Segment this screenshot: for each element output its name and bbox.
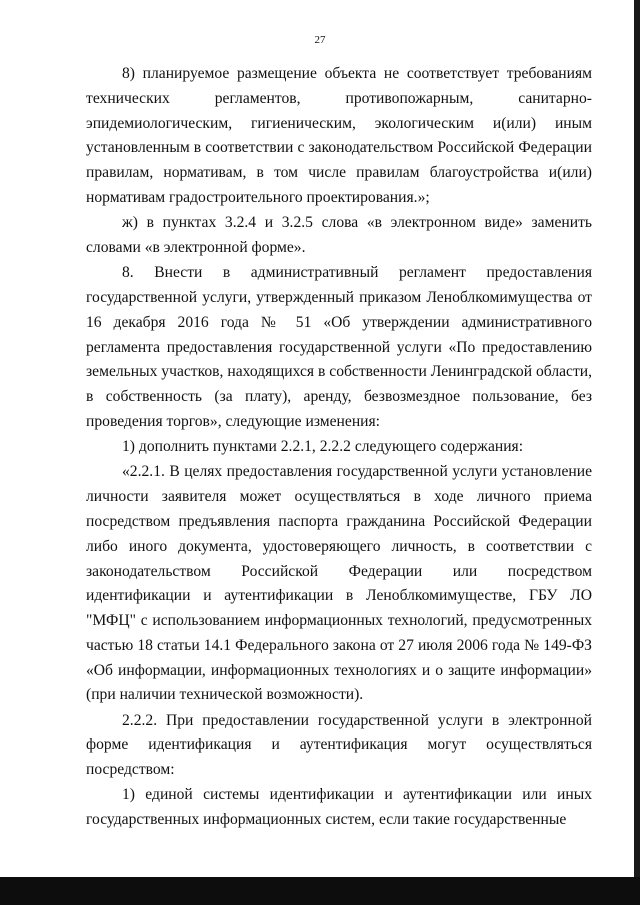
paragraph-clause-2-2-1: «2.2.1. В целях предоставления государственной услуги установление личности заявителя может осуществляться в ходе личного приема посредством предъявления паспорта гражданина Российской Федерации либо иного документа, удостоверяющего личность, в соответствии с законодательством Российской Федерации или посредством идентификации и аутентификации в Леноблкомимуществе, ГБУ ЛО "МФЦ" с использованием информационных технологий, предусмотренных частью 18 статьи 14.1 Федерального закона от 27 июля 2006 года № 149-ФЗ «Об информации, информационных технологиях и о защите информации» (при наличии технической возможности). [86, 463, 592, 704]
paragraph-item-8-amendment: 8. Внести в административный регламент предоставления государственной услуги, утвержденный приказом Леноблкомимущества от 16 декабря 2016 года № 51 «Об утверждении административного регламента предоставления государственной услуги «По предоставлению земельных участков, находящихся в собственности Ленинградской области, в собственность (за плату), аренду, безвозмездное пользование, без проведения торгов», следующие изменения: [86, 264, 592, 430]
scan-edge-bottom [0, 877, 640, 905]
paragraph-clause-2-2-2-item-1: 1) единой системы идентификации и аутентификации или иных государственных информационных систем, если такие государственные [86, 786, 592, 829]
paragraph-item-8-refusal-ground: 8) планируемое размещение объекта не соответствует требованиям технических регламентов, противопожарным, санитарно-эпидемиологическим, гигиеническим, экологическим и(или) иным установленным в соответствии с законодательством Российской Федерации правилам, нормативам, в том числе правилам благоустройства и(или) нормативам градостроительного проектирования.»; [86, 65, 592, 206]
document-body [86, 62, 592, 833]
page-number: 27 [314, 34, 326, 46]
scan-edge-right [634, 0, 640, 905]
paragraph-subitem-1: 1) дополнить пунктами 2.2.1, 2.2.2 следующего содержания: [122, 438, 524, 456]
paragraph-clause-2-2-2: 2.2.2. При предоставлении государственной услуги в электронной форме идентификация и аутентификация могут осуществляться посредством: [86, 711, 592, 779]
paragraph-subitem-zh: ж) в пунктах 3.2.4 и 3.2.5 слова «в электронном виде» заменить словами «в электронной форме». [86, 214, 592, 256]
